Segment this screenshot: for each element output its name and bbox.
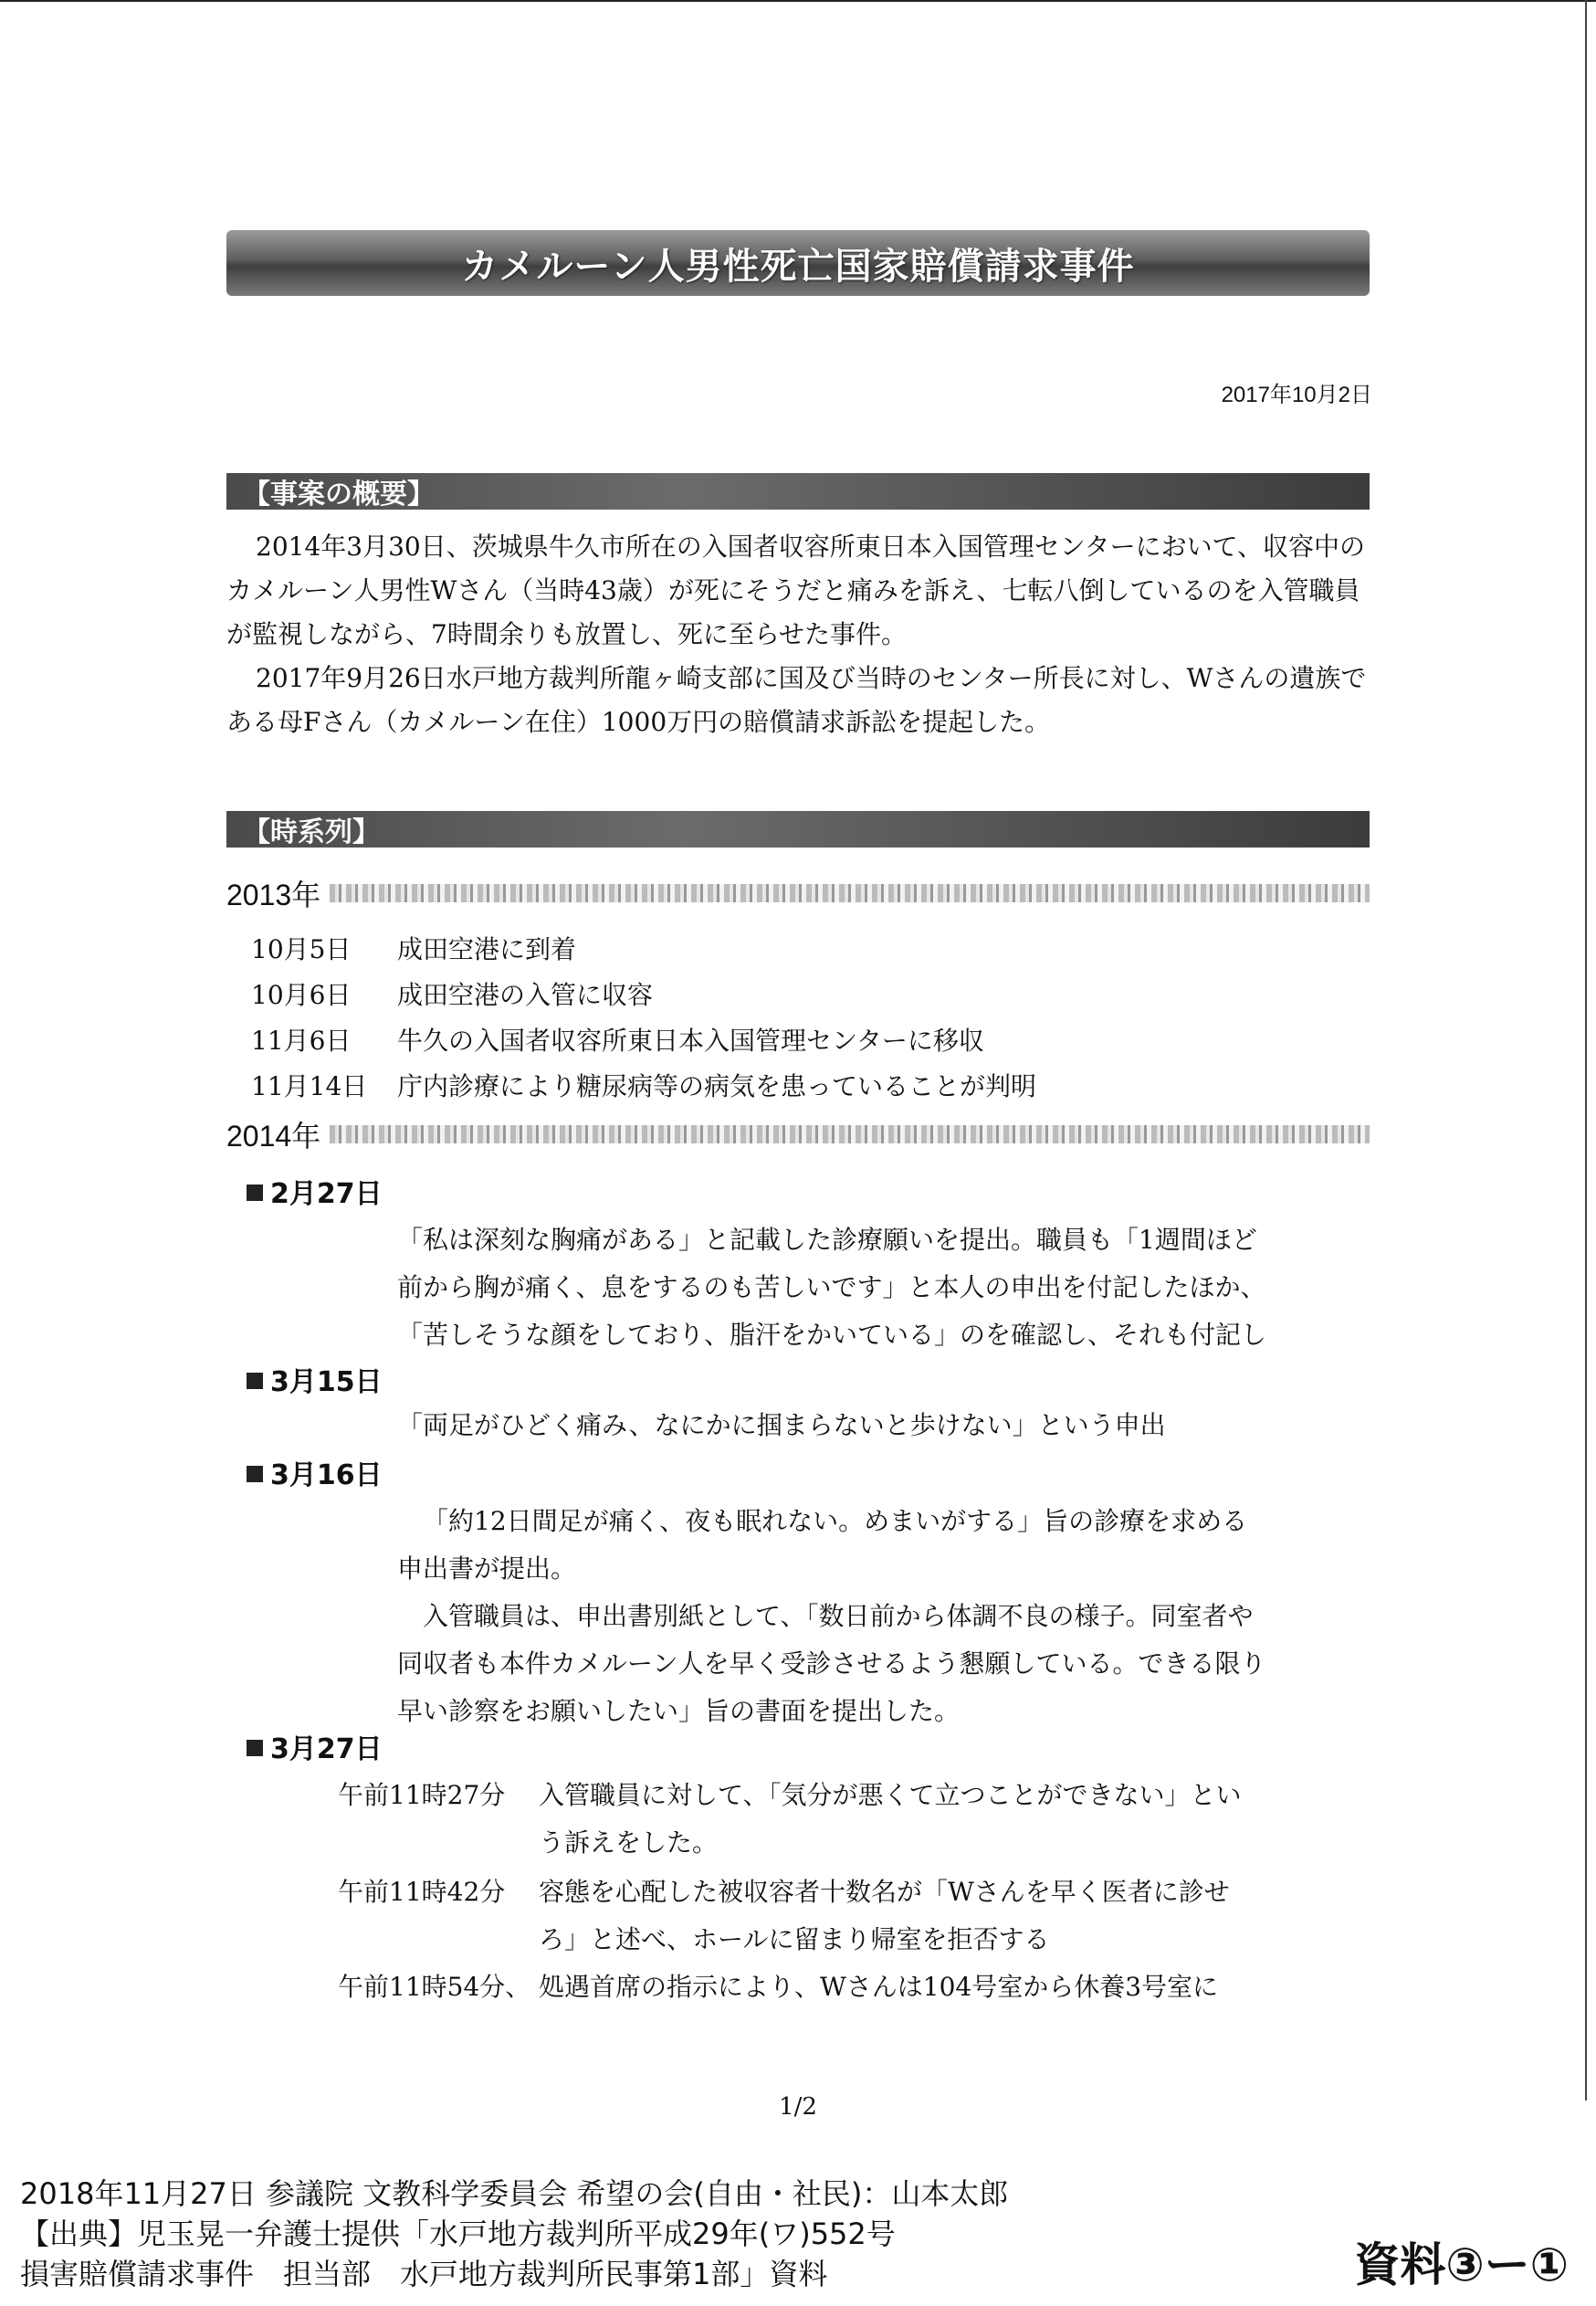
- overview-paragraph-2: 2017年9月26日水戸地方裁判所龍ヶ崎支部に国及び当時のセンター所長に対し、Wさんの遺族である母Fさん（カメルーン在住）1000万円の賠償請求訴訟を提起した。: [226, 663, 1367, 737]
- mar27-entry: [338, 1772, 1379, 1867]
- text-line: 「私は深刻な胸痛がある」と記載した診療願いを提出。職員も「1週間ほど: [397, 1225, 1257, 1255]
- text-line: 「両足がひどく痛み、なにかに掴まらないと歩けない」という申出: [397, 1410, 1166, 1440]
- timeline-date: 10月6日: [251, 980, 352, 1010]
- text-line: 前から胸が痛く、息をするのも苦しいです」と本人の申出を付記したほか、: [397, 1272, 1266, 1302]
- text-line: 同収者も本件カメルーン人を早く受診させるよう懇願している。できる限り: [397, 1648, 1266, 1679]
- text-line: 早い診察をお願いしたい」旨の書面を提出した。: [397, 1696, 961, 1726]
- text-line: 容態を心配した被収容者十数名が「Wさんを早く医者に診せ: [539, 1877, 1230, 1907]
- text-line: 「苦しそうな顔をしており、脂汗をかいている」のを確認し、それも付記し: [397, 1320, 1267, 1350]
- square-bullet-icon: [247, 1740, 263, 1756]
- mar16-body: [397, 1498, 1379, 1735]
- overview-paragraph-1: 2014年3月30日、茨城県牛久市所在の入国者収容所東日本入国管理センターにおいて、収容中のカメルーン人男性Wさん（当時43歳）が死にそうだと痛みを訴え、七転八倒しているのを入管職員が監視しながら、7時間余りも放置し、死に至らせた事件。: [226, 532, 1366, 649]
- year-2013-label: 2013年: [226, 872, 330, 914]
- text-line: う訴えをした。: [539, 1827, 719, 1858]
- footer-line-3: 損害賠償請求事件 担当部 水戸地方裁判所民事第1部」資料: [20, 2257, 828, 2291]
- mar15-body: [397, 1402, 1379, 1449]
- overview-heading: 【事案の概要】: [243, 479, 435, 511]
- entry-time: 午前11時54分、: [338, 1972, 531, 2002]
- timeline-text: 成田空港に到着: [397, 934, 577, 964]
- text-line: 入管職員に対して、「気分が悪くて立つことができない」とい: [539, 1780, 1242, 1810]
- entry-time: 午前11時42分: [338, 1877, 506, 1907]
- year-2014-header: [226, 1116, 1370, 1153]
- scan-top-edge: [0, 0, 1596, 2]
- year-2014-rule: [330, 1125, 1370, 1143]
- text-line: 入管職員は、申出書別紙として、「数日前から体調不良の様子。同室者や: [423, 1601, 1254, 1631]
- reference-label: 資料③ー①: [1354, 2238, 1569, 2291]
- mar27-entry: [338, 1964, 1379, 2011]
- timeline-row: [251, 1067, 1036, 1107]
- mar27-entry: [338, 1869, 1379, 1964]
- timeline-date: 10月5日: [251, 934, 352, 964]
- timeline-row: [251, 930, 576, 970]
- page-number: 1/2: [779, 2093, 817, 2121]
- title-banner: [226, 230, 1370, 296]
- feb27-body: [397, 1216, 1379, 1359]
- year-2013-rule: [330, 884, 1370, 902]
- square-bullet-icon: [247, 1185, 263, 1201]
- text-line: ろ」と述べ、ホールに留まり帰室を拒否する: [539, 1924, 1050, 1954]
- timeline-row: [251, 975, 653, 1016]
- footer-line-2: 【出典】児玉晃一弁護士提供「水戸地方裁判所平成29年(ワ)552号: [20, 2216, 896, 2251]
- year-2014-label: 2014年: [226, 1113, 330, 1155]
- timeline-text: 成田空港の入管に収容: [397, 980, 654, 1010]
- text-line: 処遇首席の指示により、Wさんは104号室から休養3号室に: [539, 1972, 1219, 2002]
- timeline-date: 11月6日: [251, 1026, 352, 1056]
- day-heading-feb27: 2月27日: [247, 1171, 383, 1211]
- document-date: 2017年10月2日: [1221, 383, 1372, 407]
- timeline-heading: 【時系列】: [243, 816, 380, 848]
- text-line: 申出書が提出。: [397, 1553, 577, 1584]
- text-line: 「約12日間足が痛く、夜も眠れない。めまいがする」旨の診療を求める: [423, 1506, 1248, 1536]
- day-heading-mar16: 3月16日: [247, 1452, 383, 1492]
- timeline-heading-bar: [226, 811, 1370, 848]
- timeline-date: 11月14日: [251, 1071, 368, 1101]
- scan-right-edge: [1585, 0, 1587, 2101]
- entry-time: 午前11時27分: [338, 1780, 506, 1810]
- day-heading-mar27: 3月27日: [247, 1726, 383, 1766]
- day-heading-mar15: 3月15日: [247, 1359, 383, 1399]
- timeline-text: 庁内診療により糖尿病等の病気を患っていることが判明: [397, 1071, 1037, 1101]
- overview-heading-bar: [226, 473, 1370, 510]
- timeline-row: [251, 1021, 984, 1061]
- square-bullet-icon: [247, 1466, 263, 1482]
- document-title: カメルーン人男性死亡国家賠償請求事件: [461, 245, 1135, 288]
- timeline-text: 牛久の入国者収容所東日本入国管理センターに移収: [397, 1026, 984, 1056]
- footer-line-1: 2018年11月27日 参議院 文教科学委員会 希望の会(自由・社民)：山本太郎: [20, 2176, 1009, 2211]
- square-bullet-icon: [247, 1373, 263, 1389]
- year-2013-header: [226, 875, 1370, 911]
